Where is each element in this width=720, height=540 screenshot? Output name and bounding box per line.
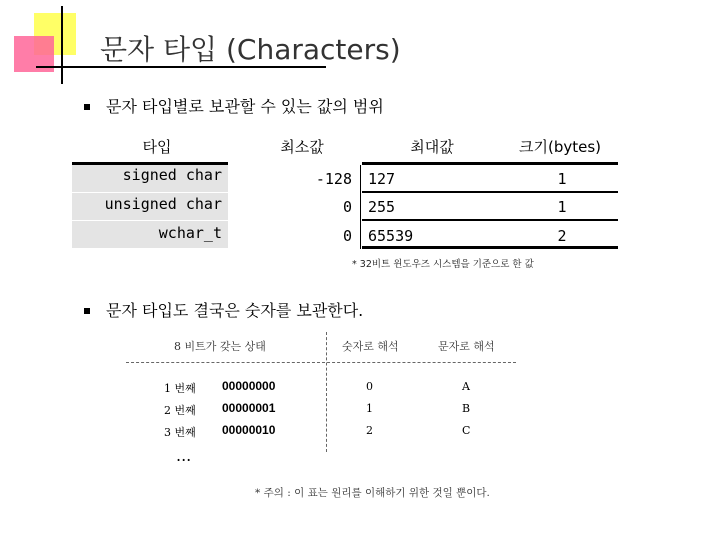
figure-header-rule [126, 362, 516, 363]
bullet-marker [84, 104, 90, 110]
table-footnote: * 32비트 윈도우즈 시스템을 기준으로 한 값 [352, 259, 534, 270]
table-row-max: 65539 [368, 227, 414, 245]
figure-row-bits: 00000001 [222, 401, 276, 415]
decorative-vertical-line [61, 6, 63, 84]
figure-row-char: A [462, 380, 470, 393]
figure-row-bits: 00000000 [222, 379, 276, 393]
figure-row-label: 2 번째 [164, 404, 196, 417]
char-type-table [72, 132, 618, 248]
table-row-min: 0 [342, 227, 352, 245]
figure-header-bits: 8 비트가 갖는 상태 [174, 340, 266, 353]
bullet-text-numbers: 문자 타입도 결국은 숫자를 보관한다. [106, 301, 364, 320]
header-rule-right [362, 162, 618, 165]
header-type: 타입 [142, 138, 172, 156]
figure-row-number: 2 [366, 424, 373, 437]
table-row-min: 0 [342, 198, 352, 216]
table-row-max: 127 [368, 170, 396, 188]
table-row-type: unsigned char [104, 195, 222, 213]
header-max: 최대값 [410, 138, 454, 156]
header-size: 크기(bytes) [518, 138, 601, 156]
table-row-size: 1 [557, 170, 567, 188]
figure-header-char: 문자로 해석 [438, 340, 495, 353]
bit-interpretation-figure [120, 328, 540, 508]
figure-row-label: 3 번째 [164, 426, 196, 439]
row-rule [362, 219, 618, 221]
figure-row-char: B [462, 402, 471, 415]
figure-ellipsis: ... [176, 446, 192, 465]
table-row-size: 1 [557, 198, 567, 216]
figure-row-number: 1 [366, 402, 373, 415]
table-row-size: 2 [557, 227, 567, 245]
figure-note: * 주의 : 이 표는 원리를 이해하기 위한 것일 뿐이다. [255, 487, 490, 499]
figure-row-number: 0 [366, 380, 373, 393]
column-divider [360, 165, 361, 249]
figure-header-number: 숫자로 해석 [342, 340, 399, 353]
table-row-max: 255 [368, 198, 396, 216]
row-rule [362, 191, 618, 193]
bullet-text-ranges: 문자 타입별로 보관할 수 있는 값의 범위 [106, 97, 384, 116]
figure-column-divider [326, 332, 327, 452]
table-row-type: signed char [122, 166, 222, 184]
table-row-min: -128 [315, 170, 352, 188]
bullet-marker [84, 308, 90, 314]
figure-row-bits: 00000010 [222, 423, 276, 437]
header-min: 최소값 [280, 138, 324, 156]
table-row-type: wchar_t [158, 224, 222, 242]
slide-title: 문자 타입 (Characters) [100, 33, 401, 66]
figure-row-char: C [462, 424, 471, 437]
bottom-rule [362, 246, 618, 249]
figure-row-label: 1 번째 [164, 382, 196, 395]
